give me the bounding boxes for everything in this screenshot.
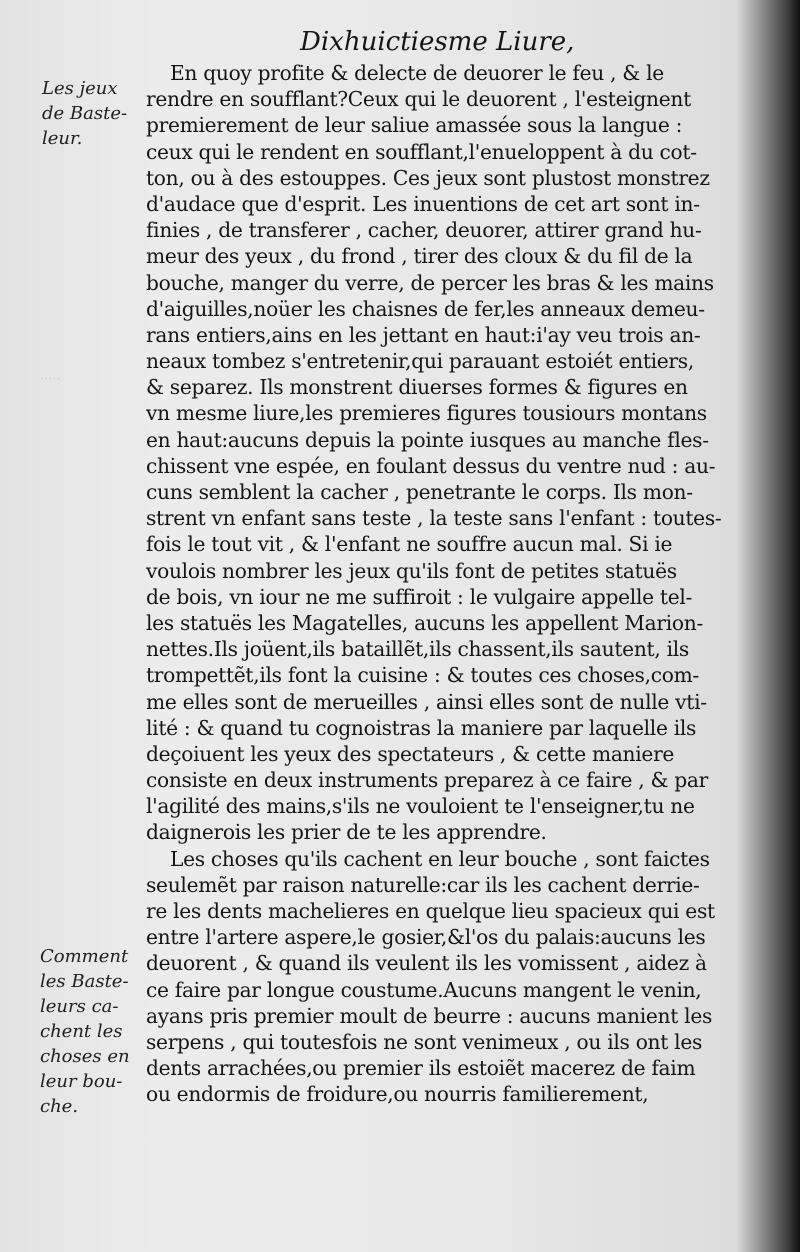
margin-note-line: de Baste- [42,103,128,124]
margin-note-line: leurs ca- [40,996,119,1017]
text-line: ceux qui le rendent en soufflant,l'enueloppent à du cot- [146,139,697,164]
text-line: chissent vne espée, en foulant dessus du ventre nud : au- [146,453,716,478]
margin-note-line: Les jeux [42,78,118,99]
margin-note-jeux-basteleur [42,76,142,151]
text-line: deçoiuent les yeux des spectateurs , & cette maniere [146,741,675,766]
text-line: les statuës les Magatelles, aucuns les appellent Marion- [146,610,703,635]
text-line: rans entiers,ains en les jettant en haut:i'ay veu trois an- [146,322,701,347]
text-line: me elles sont de merueilles , ainsi elles sont de nulle vti- [146,689,707,714]
text-line: finies , de transferer , cacher, deuorer, attirer grand hu- [146,218,702,243]
running-title: Dixhuictiesme Liure, [300,27,575,57]
text-line: meur des yeux , du frond , tirer des cloux & du fil de la [146,244,693,269]
text-line: voulois nombrer les jeux qu'ils font de petites statuës [146,558,677,583]
margin-note-line: chent les [40,1021,123,1042]
text-line: strent vn enfant sans teste , la teste sans l'enfant : toutes- [146,506,722,531]
margin-note-line: che. [40,1096,79,1117]
text-line: ce faire par longue coustume.Aucuns mangent le venin, [146,977,702,1002]
text-line: Les choses qu'ils cachent en leur bouche , sont faictes [170,846,710,871]
text-line: vn mesme liure,les premieres figures tousiours montans [146,401,707,426]
text-line: re les dents machelieres en quelque lieu spacieux qui est [146,899,715,923]
show-through-text: ····· [40,372,61,387]
text-line: En quoy profite & delecte de deuorer le feu , & le [170,61,664,85]
text-line: ayans pris premier moult de beurre : aucuns manient les [146,1003,713,1028]
margin-note-line: les Baste- [40,971,129,992]
text-line: ou endormis de froidure,ou nourris familierement, [146,1082,649,1107]
text-line: nettes.Ils joüent,ils bataillẽt,ils chassent,ils sautent, ils [146,637,689,662]
text-line: fois le tout vit , & l'enfant ne souffre aucun mal. Si ie [146,532,673,557]
margin-note-line: choses en [40,1046,130,1067]
text-line: d'aiguilles,noüer les chaisnes de fer,les anneaux demeu- [146,296,705,321]
text-line: ton, ou à des estouppes. Ces jeux sont plustost monstrez [146,165,710,190]
text-line: cuns semblent la cacher , penetrante le corps. Ils mon- [146,480,693,504]
text-line: en haut:aucuns depuis la pointe iusques au manche fles- [146,427,709,452]
text-line: neaux tombez s'entretenir,qui parauant estoiét entiers, [146,349,694,374]
text-line: seulemẽt par raison naturelle:car ils les cachent derrie- [146,872,700,897]
margin-note-line: leur bou- [40,1071,123,1092]
text-line: d'audace que d'esprit. Les inuentions de cet art sont in- [146,191,700,216]
margin-note-comment-basteleurs [40,944,140,1119]
margin-note-line: Comment [40,946,129,967]
text-line: dents arrachées,ou premier ils estoiẽt macerez de faim [146,1056,696,1081]
text-line: premierement de leur saliue amassée sous la langue : [146,113,683,138]
text-line: serpens , qui toutesfois ne sont venimeux , ou ils ont les [146,1029,703,1054]
text-line: rendre en soufflant?Ceux qui le deuorent , l'esteignent [146,87,691,112]
text-line: bouche, manger du verre, de percer les bras & les mains [146,270,714,295]
text-line: daignerois les prier de te les apprendre. [146,820,547,845]
text-line: consiste en deux instruments preparez à ce faire , & par [146,768,708,793]
margin-note-line: leur. [42,128,83,149]
text-line: deuorent , & quand ils veulent ils les vomissent , aidez à [146,951,707,976]
text-line: l'agilité des mains,s'ils ne vouloient te l'enseigner,tu ne [146,794,695,819]
text-line: lité : & quand tu cognoistras la maniere par laquelle ils [146,715,697,740]
text-line: trompettẽt,ils font la cuisine : & toutes ces choses,com- [146,663,699,688]
body-text [146,60,746,1108]
text-line: & separez. Ils monstrent diuerses formes & figures en [146,375,688,400]
text-line: de bois, vn iour ne me suffiroit : le vulgaire appelle tel- [146,584,693,609]
text-line: entre l'artere aspere,le gosier,&l'os du palais:aucuns les [146,925,706,950]
